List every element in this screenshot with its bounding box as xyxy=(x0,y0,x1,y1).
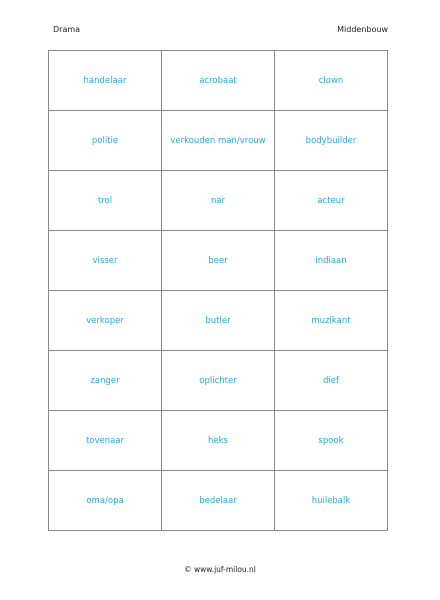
copyright-footer: © www.juf-milou.nl xyxy=(184,565,256,574)
card-label: politie xyxy=(91,135,119,146)
card-label: huilebalk xyxy=(311,495,351,506)
card xyxy=(275,171,388,231)
card-label: oma/opa xyxy=(86,495,124,506)
card-label: oplichter xyxy=(199,375,237,386)
card-label: acteur xyxy=(317,195,345,206)
card xyxy=(49,111,162,171)
card xyxy=(162,231,275,291)
card xyxy=(49,171,162,231)
card xyxy=(162,351,275,411)
card xyxy=(275,111,388,171)
card-label: indiaan xyxy=(315,255,347,266)
card-label: clown xyxy=(318,75,344,86)
card xyxy=(162,51,275,111)
card xyxy=(162,471,275,531)
card xyxy=(275,291,388,351)
card xyxy=(162,291,275,351)
card xyxy=(49,51,162,111)
card-label: visser xyxy=(92,255,118,266)
card xyxy=(275,471,388,531)
card-grid xyxy=(48,50,388,531)
card xyxy=(49,291,162,351)
card-label: heks xyxy=(208,435,228,446)
card-label: bodybuilder xyxy=(305,135,357,146)
card-label: beer xyxy=(208,255,228,266)
card-label: handelaar xyxy=(83,75,127,86)
card-label: trol xyxy=(97,195,113,206)
card-label: butler xyxy=(205,315,231,326)
header-level: Middenbouw xyxy=(337,25,388,34)
card-label: nar xyxy=(210,195,226,206)
card xyxy=(162,171,275,231)
card xyxy=(275,411,388,471)
header-subject: Drama xyxy=(53,25,81,34)
card-label: dief xyxy=(323,375,339,386)
card xyxy=(275,51,388,111)
card-label: acrobaat xyxy=(199,75,237,86)
card-label: muzikant xyxy=(311,315,351,326)
card xyxy=(49,411,162,471)
card-label: zanger xyxy=(90,375,120,386)
card xyxy=(49,351,162,411)
card xyxy=(275,351,388,411)
card xyxy=(49,231,162,291)
card xyxy=(162,411,275,471)
card xyxy=(275,231,388,291)
card-label: spook xyxy=(318,435,344,446)
card-label: tovenaar xyxy=(85,435,125,446)
card-label: verkoper xyxy=(86,315,124,326)
card-label: bedelaar xyxy=(199,495,237,506)
card xyxy=(162,111,275,171)
card xyxy=(49,471,162,531)
card-label: verkouden man/vrouw xyxy=(170,135,266,146)
